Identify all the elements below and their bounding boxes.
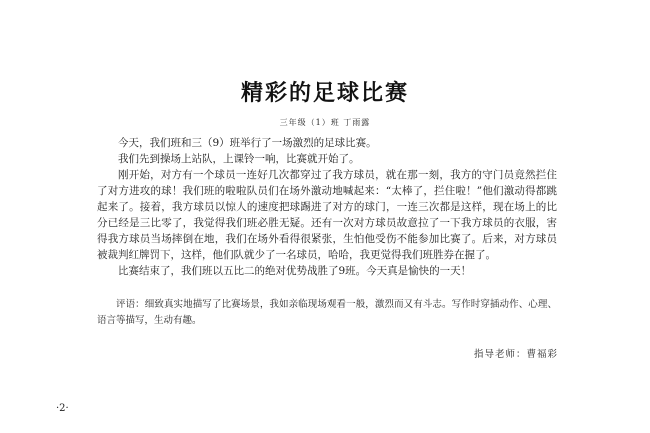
paragraph: 今天，我们班和三（9）班举行了一场激烈的足球比赛。	[118, 137, 377, 149]
author-byline: 三年级（1）班 丁雨露	[279, 118, 371, 127]
paragraph: 比赛结束了，我们班以五比二的绝对优势战胜了9班。今天真是愉快的一天！	[118, 265, 472, 277]
essay-body	[97, 135, 557, 279]
paragraph: 刚开始，对方有一个球员一连好几次都穿过了我方球员，就在那一刻，我方的守门员竟然拦住了对方进攻的球！我们班的啦啦队员们在场外激动地喊起来：“太棒了，拦住啦！”他们激动得都跳起来了。接着，我方球员以惊人的速度把球踢进了对方的球门，一连三次都是这样，现在场上的比分已经是三比零了，我觉得我们班必胜无疑。还有一次对方球员故意拉了一下我方球员的衣服，害得我方球员当场摔倒在地，我们在场外看得很紧张，生怕他受伤不能参加比赛了。后来，对方球员被裁判红牌罚下，这样，他们队就少了一名球员，哈哈，我更觉得我们班胜券在握了。	[97, 169, 557, 261]
paragraph: 我们先到操场上站队，上课铃一响，比赛就开始了。	[118, 153, 360, 165]
instructor-signature: 指导老师：曹福彩	[473, 349, 558, 360]
essay-title: 精彩的足球比赛	[240, 81, 409, 106]
page-number: ·2·	[56, 403, 69, 414]
comment-text: 评语：细致真实地描写了比赛场景，我如亲临现场观看一般，激烈而又有斗志。写作时穿插动作、心理、语言等描写，生动有趣。	[97, 299, 557, 326]
teacher-comment	[97, 297, 557, 329]
